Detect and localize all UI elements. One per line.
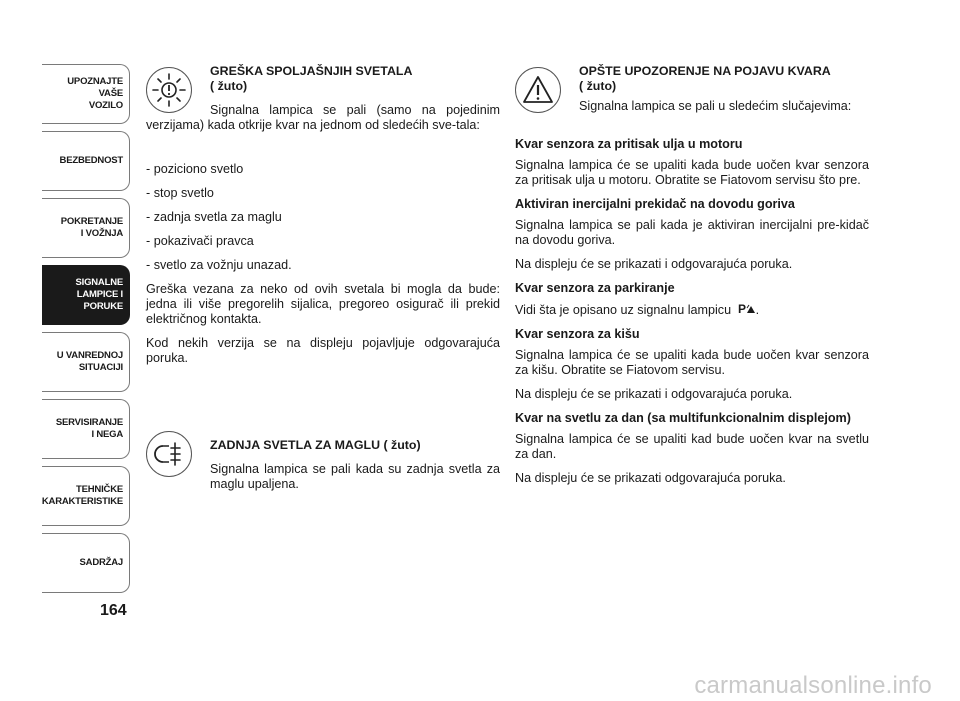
subheading: Kvar na svetlu za dan (sa multifunkcionalnim displejom) xyxy=(515,411,851,425)
list-item: - stop svetlo xyxy=(146,186,214,200)
tab-sadrzaj[interactable] xyxy=(42,533,130,593)
section-title: OPŠTE UPOZORENJE NA POJAVU KVARA xyxy=(579,64,831,78)
watermark: carmanualsonline.info xyxy=(694,672,932,699)
tab-u-vanrednoj-situaciji[interactable] xyxy=(42,332,130,392)
list-item: - zadnja svetla za maglu xyxy=(146,210,282,224)
body-paragraph: Na displeju će se prikazati odgovarajuća poruka. xyxy=(515,471,786,485)
subheading: Aktiviran inercijalni prekidač na dovodu goriva xyxy=(515,197,795,211)
body-text: Vidi šta je opisano uz signalnu lampicu xyxy=(515,303,732,317)
section-color: ( žuto) xyxy=(210,79,248,93)
tab-upoznajte-vase-vozilo[interactable] xyxy=(42,64,130,124)
exterior-light-intro: Signalna lampica se pali (samo na pojedinim verzijama) kada otkrije kvar na jednom od sledećih sve-tala: xyxy=(146,103,500,132)
svg-text:P: P xyxy=(737,302,746,315)
general-warning-title-block xyxy=(579,64,869,114)
list-item: - poziciono svetlo xyxy=(146,162,244,176)
body-paragraph: Na displeju će se prikazati i odgovarajuća poruka. xyxy=(515,257,793,271)
body-paragraph: Signalna lampica se pali kada su zadnja svetla za maglu upaljena. xyxy=(210,462,500,491)
subheading: Kvar senzora za kišu xyxy=(515,327,640,341)
rear-fog-light-icon xyxy=(146,431,192,477)
tab-label: SIGNALNE LAMPICE I PORUKE xyxy=(75,277,123,312)
tab-label: U VANREDNOJ SITUACIJI xyxy=(56,350,123,373)
warning-triangle-icon xyxy=(515,67,561,113)
tab-servisiranje-i-nega[interactable] xyxy=(42,399,130,459)
subheading: Kvar senzora za parkiranje xyxy=(515,281,675,295)
body-paragraph: Kod nekih verzija se na displeju pojavljuje odgovarajuća poruka. xyxy=(146,336,500,365)
tab-tehnicke-karakteristike[interactable] xyxy=(42,466,130,526)
tab-bezbednost[interactable] xyxy=(42,131,130,191)
body-paragraph: Na displeju će se prikazati i odgovarajuća poruka. xyxy=(515,387,793,401)
tab-label: SADRŽAJ xyxy=(79,557,123,568)
body-text: . xyxy=(755,303,760,317)
tab-signalne-lampice-i-poruke[interactable] xyxy=(42,265,130,325)
parking-sensor-icon xyxy=(738,302,756,315)
body-paragraph: Greška vezana za neko od ovih svetala bi mogla da bude: jedna ili više pregorelih sijalica, pregoreo osigurač ili prekid električnog kontakta. xyxy=(146,282,500,326)
body-paragraph xyxy=(515,302,869,318)
tab-label: TEHNIČKE KARAKTERISTIKE xyxy=(41,484,123,507)
subheading: Kvar senzora za pritisak ulja u motoru xyxy=(515,137,743,151)
general-warning-body xyxy=(515,137,869,486)
page-number: 164 xyxy=(100,602,127,619)
exterior-light-list xyxy=(146,162,500,366)
body-paragraph: Signalna lampica se pali kada je aktiviran inercijalni pre-kidač na dovodu goriva. xyxy=(515,218,869,247)
section-title: GREŠKA SPOLJAŠNJIH SVETALA xyxy=(210,64,413,78)
body-paragraph: Signalna lampica će se upaliti kada bude uočen kvar senzora za pritisak ulja u motoru. Obratite se Fiatovom servisu što pre. xyxy=(515,158,869,187)
section-title: ZADNJA SVETLA ZA MAGLU ( žuto) xyxy=(210,438,421,452)
section-color: ( žuto) xyxy=(579,79,617,93)
exterior-light-title-block xyxy=(210,64,500,94)
tab-label: UPOZNAJTE VAŠE VOZILO xyxy=(67,76,123,111)
body-paragraph: Signalna lampica će se upaliti kada bude uočen kvar senzora za kišu. Obratite se Fiatovom servisu. xyxy=(515,348,869,377)
tab-pokretanje-i-voznja[interactable] xyxy=(42,198,130,258)
list-item: - svetlo za vožnju unazad. xyxy=(146,258,292,272)
list-item: - pokazivači pravca xyxy=(146,234,254,248)
tab-label: SERVISIRANJE I NEGA xyxy=(55,417,123,440)
tab-label: POKRETANJE I VOŽNJA xyxy=(60,216,123,239)
section-intro: Signalna lampica se pali u sledećim slučajevima: xyxy=(579,99,852,113)
rear-fog-block xyxy=(210,438,500,492)
tab-label: BEZBEDNOST xyxy=(59,155,123,166)
body-paragraph: Signalna lampica će se upaliti kad bude uočen kvar na svetlu za dan. xyxy=(515,432,869,461)
